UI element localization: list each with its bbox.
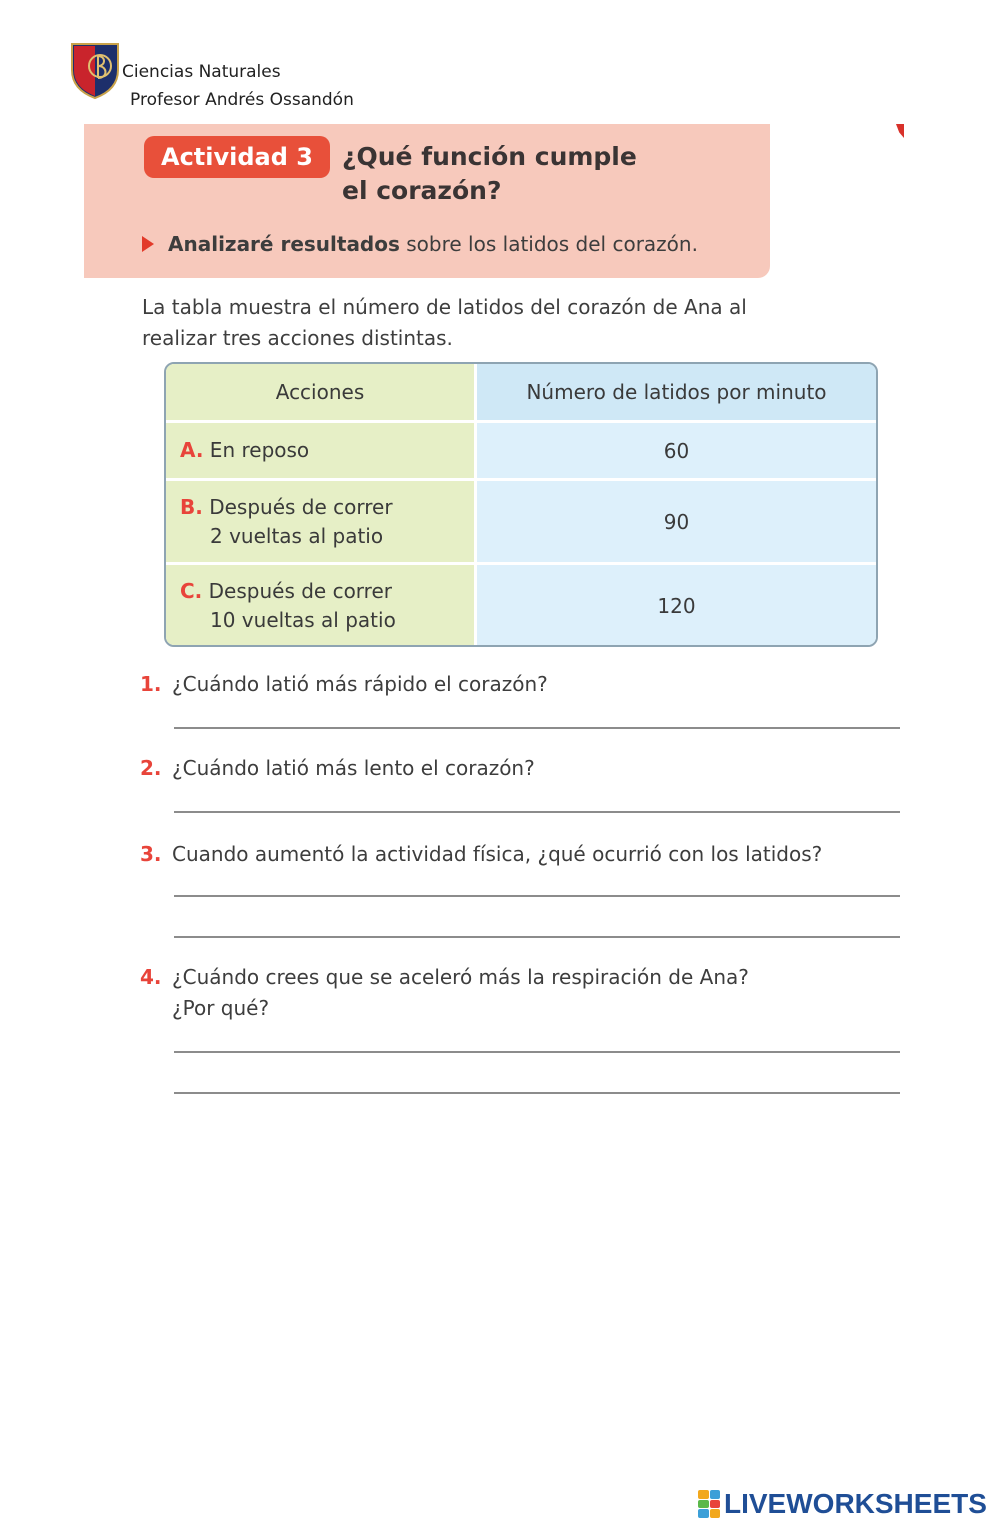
activity-title-line2: el corazón? <box>342 176 502 205</box>
answer-line-4a[interactable] <box>174 1051 900 1053</box>
question-2 <box>140 753 535 784</box>
intro-line2: realizar tres acciones distintas. <box>142 326 453 350</box>
row-letter: A. <box>180 438 204 462</box>
activity-banner <box>84 124 770 278</box>
value-cell: 90 <box>476 480 877 564</box>
header-acciones: Acciones <box>166 364 476 422</box>
liveworksheets-logo-icon <box>698 1490 720 1518</box>
action-line2: 10 vueltas al patio <box>210 608 396 633</box>
goal-bold: Analizaré resultados <box>168 232 400 256</box>
heartbeat-table <box>164 362 878 647</box>
question-4 <box>140 962 749 1024</box>
question-text: ¿Cuándo latió más lento el corazón? <box>172 756 535 780</box>
table-row <box>166 480 876 564</box>
question-number: 1. <box>140 672 162 696</box>
question-1 <box>140 669 548 700</box>
table-row <box>166 422 876 480</box>
watermark-text: LIVEWORKSHEETS <box>724 1488 987 1519</box>
teacher-label: Profesor Andrés Ossandón <box>130 90 354 110</box>
question-number: 3. <box>140 842 162 866</box>
triangle-bullet-icon <box>142 236 154 252</box>
action-cell <box>166 480 476 564</box>
header-text <box>122 58 354 114</box>
school-crest-icon <box>68 40 122 100</box>
answer-line-3b[interactable] <box>174 936 900 938</box>
question-text: ¿Cuándo latió más rápido el corazón? <box>172 672 548 696</box>
action-cell <box>166 564 476 648</box>
action-cell <box>166 422 476 480</box>
answer-line-2[interactable] <box>174 811 900 813</box>
question-text: Cuando aumentó la actividad física, ¿qué ocurrió con los latidos? <box>172 842 823 866</box>
question-number: 2. <box>140 756 162 780</box>
goal-rest: sobre los latidos del corazón. <box>399 232 698 256</box>
answer-line-4b[interactable] <box>174 1092 900 1094</box>
activity-title-line1: ¿Qué función cumple <box>342 142 637 171</box>
subject-label: Ciencias Naturales <box>122 62 281 82</box>
value-cell: 60 <box>476 422 877 480</box>
header-latidos: Número de latidos por minuto <box>476 364 877 422</box>
intro-text <box>142 292 862 354</box>
question-number: 4. <box>140 965 162 989</box>
row-letter: C. <box>180 579 203 604</box>
activity-badge: Actividad 3 <box>144 136 330 178</box>
action-line1: En reposo <box>203 438 310 462</box>
liveworksheets-watermark <box>698 1488 987 1520</box>
question-text: ¿Cuándo crees que se aceleró más la respiración de Ana? <box>172 965 749 989</box>
table-header-row <box>166 364 876 422</box>
action-line1: Después de correr <box>202 494 393 519</box>
question-text-line2: ¿Por qué? <box>172 996 270 1020</box>
answer-line-3a[interactable] <box>174 895 900 897</box>
answer-line-1[interactable] <box>174 727 900 729</box>
activity-goal <box>142 232 698 256</box>
question-3 <box>140 839 822 870</box>
action-line2: 2 vueltas al patio <box>210 523 384 548</box>
row-letter: B. <box>180 494 203 519</box>
table-row <box>166 564 876 648</box>
corner-mark-icon <box>896 124 904 138</box>
action-line1: Después de correr <box>202 579 392 604</box>
activity-title <box>342 140 722 208</box>
intro-line1: La tabla muestra el número de latidos del corazón de Ana al <box>142 295 747 319</box>
value-cell: 120 <box>476 564 877 648</box>
